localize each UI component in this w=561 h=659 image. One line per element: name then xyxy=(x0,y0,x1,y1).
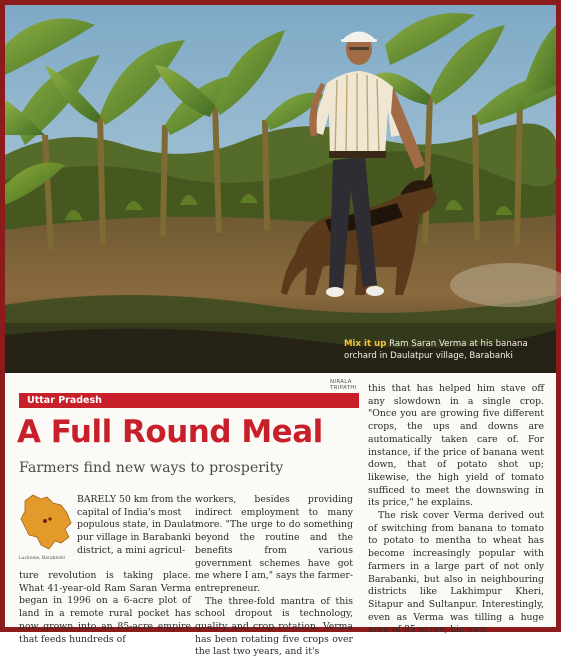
paragraph: workers, besides providing indirect employment to many more. "The urge to do something beyond the routine and the benefits from various government schemes have got me where I am," says the farmer-entrepreneur. xyxy=(195,494,353,594)
text-line: BARELY 50 km from the xyxy=(77,494,192,505)
text-line: district, a mini agricul- xyxy=(77,544,186,556)
article-photo xyxy=(5,5,556,373)
caption-text: Ram Saran Verma at his banana orchard in Daulatpur village, Barabanki xyxy=(344,339,528,361)
column-1-text xyxy=(19,570,191,646)
banana-orchard-illustration xyxy=(5,5,556,373)
map-inset xyxy=(19,493,73,563)
section-label: Uttar Pradesh xyxy=(19,393,359,408)
uttar-pradesh-map-icon xyxy=(19,493,73,555)
text-line: pur village in Barabanki xyxy=(77,532,191,544)
column-2-text xyxy=(195,494,353,659)
text-line: capital of India's most xyxy=(77,506,182,518)
map-label: Lucknow, Barabanki xyxy=(19,556,66,561)
caption-lead: Mix it up xyxy=(344,339,387,349)
column-1-top xyxy=(77,494,199,558)
article-body xyxy=(5,373,556,658)
paragraph: The risk cover Verma derived out of switching from banana to tomato to potato to mentha to wheat has become increasingly popular with farmers in a large part of not only Barabanki, but also in neighbouring districts like Lakhimpur Kheri, Sitapur and Sultanpur. Interestingly, even as Verma was tilling a huge area of 85 acres, his own xyxy=(368,510,544,636)
column-3-text xyxy=(368,383,544,637)
paragraph: this that has helped him stave off any slowdown in a single crop. "Once you are growing five different crops, the ups and downs are automatically taken care of. For instance, if the price of banana went down, that of potato shot up; likewise, the high yield of tomato sufficed to meet the downswing in its price," he explains. xyxy=(368,383,544,509)
subheadline: Farmers find new ways to prosperity xyxy=(19,460,284,476)
photo-caption xyxy=(344,338,544,362)
paragraph: ture revolution is taking place. What 41-year-old Ram Saran Verma began in 1996 on a 6-acre plot of land in a remote rural pocket has now grown into an 85-acre empire that feeds hundreds of xyxy=(19,570,191,645)
text-line: populous state, in Daulat- xyxy=(77,519,199,531)
photo-credit: NIRALA TRIPATHI xyxy=(330,379,357,391)
paragraph: The three-fold mantra of this school dropout is technology, quality and crop rotation. Verma has been rotating five crops over the last two years, and it's xyxy=(195,595,353,658)
headline: A Full Round Meal xyxy=(17,414,323,450)
